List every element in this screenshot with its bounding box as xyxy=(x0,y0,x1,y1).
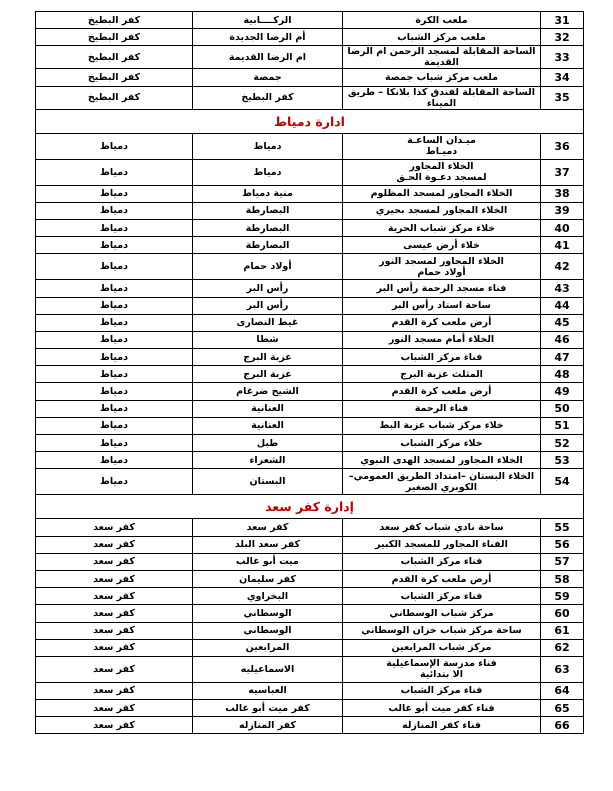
location-cell xyxy=(343,69,541,86)
row-number: 65 xyxy=(541,700,584,717)
village-cell: عزبة البرج xyxy=(193,349,343,366)
location-line: ميـدان الساعـة xyxy=(407,135,476,147)
center-cell: كفر سعد xyxy=(36,717,193,734)
center-cell: دمياط xyxy=(36,435,193,452)
center-cell: دمياط xyxy=(36,202,193,219)
center-cell: دمياط xyxy=(36,297,193,314)
location-cell xyxy=(343,366,541,383)
section-title: ادارة دمياط xyxy=(36,109,584,133)
location-line: مركز شباب الوسطاني xyxy=(389,607,494,619)
location-line: المثلث عزبة البرج xyxy=(400,368,483,380)
location-cell xyxy=(343,331,541,348)
row-number: 41 xyxy=(541,237,584,254)
location-line: لمسجد دعـوة الحـق xyxy=(396,172,487,184)
location-cell xyxy=(343,682,541,699)
schedule-document xyxy=(35,11,583,734)
table-row xyxy=(36,417,584,434)
location-cell xyxy=(343,622,541,639)
table-row xyxy=(36,254,584,280)
row-number: 48 xyxy=(541,366,584,383)
table-row xyxy=(36,46,584,69)
center-cell: كفر البطيخ xyxy=(36,69,193,86)
row-number: 33 xyxy=(541,46,584,69)
row-number: 52 xyxy=(541,435,584,452)
row-number: 46 xyxy=(541,331,584,348)
location-line: خلاء مركز شباب الحرية xyxy=(387,222,496,234)
location-cell xyxy=(343,588,541,605)
village-cell: الوسطاني xyxy=(193,622,343,639)
village-cell: غيط النصارى xyxy=(193,314,343,331)
location-line: فناء مركز الشباب xyxy=(400,556,483,568)
location-cell xyxy=(343,400,541,417)
location-line: الخلاء أمام مسجد النور xyxy=(388,334,495,346)
row-number: 58 xyxy=(541,570,584,587)
location-line: الخلاء المجاور لمسجد بحيري xyxy=(375,205,508,217)
location-cell xyxy=(343,435,541,452)
village-cell: الاسماعيليه xyxy=(193,656,343,682)
row-number: 51 xyxy=(541,417,584,434)
table-row xyxy=(36,383,584,400)
center-cell: كفر سعد xyxy=(36,553,193,570)
location-line: الخلاء البستان –امتداد الطريق العمومي– xyxy=(348,470,535,482)
location-line: ساحة نادي شباب كفر سعد xyxy=(379,521,504,533)
center-cell: دمياط xyxy=(36,254,193,280)
table-row xyxy=(36,69,584,86)
center-cell: دمياط xyxy=(36,469,193,495)
location-line: الخلاء المجاور لمسجد الهدى النبوي xyxy=(360,454,523,466)
row-number: 32 xyxy=(541,29,584,46)
row-number: 59 xyxy=(541,588,584,605)
village-cell: عزبة البرج xyxy=(193,366,343,383)
center-cell: دمياط xyxy=(36,219,193,236)
table-row xyxy=(36,331,584,348)
location-line: أرض ملعب كرة القدم xyxy=(391,573,492,585)
center-cell: كفر البطيخ xyxy=(36,86,193,109)
village-cell: العنانية xyxy=(193,417,343,434)
row-number: 34 xyxy=(541,69,584,86)
location-line: ساحة استاد رأس البر xyxy=(392,300,491,312)
village-cell: كفر سعد xyxy=(193,519,343,536)
location-line: مركز شباب المرابعين xyxy=(391,642,492,654)
village-cell: الركــــابية xyxy=(193,12,343,29)
center-cell: دمياط xyxy=(36,133,193,159)
row-number: 31 xyxy=(541,12,584,29)
center-cell: دمياط xyxy=(36,331,193,348)
row-number: 60 xyxy=(541,605,584,622)
row-number: 47 xyxy=(541,349,584,366)
table-row xyxy=(36,553,584,570)
section-title: إدارة كفر سعد xyxy=(36,495,584,519)
location-line: أرض ملعب كرة القدم xyxy=(391,386,492,398)
section-header-row xyxy=(36,109,584,133)
location-line: الخلاء المجاور لمسجد المظلوم xyxy=(370,188,513,200)
table-row xyxy=(36,588,584,605)
table-row xyxy=(36,366,584,383)
village-cell: البخراوي xyxy=(193,588,343,605)
village-cell: الوسطاني xyxy=(193,605,343,622)
location-line: ملعب مركز شباب جمصة xyxy=(385,71,498,83)
table-row xyxy=(36,536,584,553)
row-number: 54 xyxy=(541,469,584,495)
village-cell: البستان xyxy=(193,469,343,495)
table-row xyxy=(36,314,584,331)
location-line: الساحة المقابلة لمسجد الرحمن ام الرضا القديمة xyxy=(347,46,536,69)
table-row xyxy=(36,682,584,699)
location-line: الخلاء المجاور لمسجد النور xyxy=(379,255,504,267)
village-cell: كفر ميت أبو غالب xyxy=(193,700,343,717)
village-cell: المرابعين xyxy=(193,639,343,656)
location-line: الكوبري الصغير xyxy=(405,481,478,493)
location-cell xyxy=(343,639,541,656)
row-number: 55 xyxy=(541,519,584,536)
village-cell: البصارطة xyxy=(193,219,343,236)
location-line: الخلاء المجاور xyxy=(409,161,474,173)
village-cell: العنانية xyxy=(193,400,343,417)
row-number: 63 xyxy=(541,656,584,682)
row-number: 50 xyxy=(541,400,584,417)
location-cell xyxy=(343,605,541,622)
table-body xyxy=(36,12,584,734)
location-line: الا بتدائية xyxy=(419,669,464,681)
table-row xyxy=(36,717,584,734)
village-cell: دمياط xyxy=(193,159,343,185)
location-cell xyxy=(343,297,541,314)
row-number: 36 xyxy=(541,133,584,159)
center-cell: دمياط xyxy=(36,280,193,297)
center-cell: كفر سعد xyxy=(36,519,193,536)
village-cell: شطا xyxy=(193,331,343,348)
location-cell xyxy=(343,219,541,236)
center-cell: كفر البطيخ xyxy=(36,46,193,69)
row-number: 56 xyxy=(541,536,584,553)
row-number: 43 xyxy=(541,280,584,297)
center-cell: دمياط xyxy=(36,383,193,400)
location-line: الفناء المجاور للمسجد الكبير xyxy=(375,539,508,551)
village-cell: منية دمياط xyxy=(193,185,343,202)
location-line: دميـاط xyxy=(425,146,458,158)
village-cell: ام الرضا القديمة xyxy=(193,46,343,69)
row-number: 38 xyxy=(541,185,584,202)
center-cell: كفر سعد xyxy=(36,570,193,587)
location-cell xyxy=(343,202,541,219)
table-row xyxy=(36,639,584,656)
center-cell: دمياط xyxy=(36,417,193,434)
location-line: ملعب الكرة xyxy=(415,14,468,26)
center-cell: دمياط xyxy=(36,237,193,254)
location-cell xyxy=(343,570,541,587)
center-cell: كفر سعد xyxy=(36,656,193,682)
location-line: أرض ملعب كرة القدم xyxy=(391,317,492,329)
location-line: خلاء مركز شباب عزبة البط xyxy=(379,420,504,432)
village-cell: دمياط xyxy=(193,133,343,159)
center-cell: كفر سعد xyxy=(36,700,193,717)
village-cell: طبل xyxy=(193,435,343,452)
center-cell: دمياط xyxy=(36,366,193,383)
location-cell xyxy=(343,159,541,185)
table-row xyxy=(36,185,584,202)
prayer-locations-table xyxy=(35,11,584,734)
table-row xyxy=(36,570,584,587)
row-number: 61 xyxy=(541,622,584,639)
village-cell: رأس البر xyxy=(193,280,343,297)
row-number: 45 xyxy=(541,314,584,331)
location-cell xyxy=(343,280,541,297)
location-line: خلاء مركز الشباب xyxy=(400,437,483,449)
center-cell: دمياط xyxy=(36,185,193,202)
village-cell: كفر المنازله xyxy=(193,717,343,734)
center-cell: كفر البطيخ xyxy=(36,29,193,46)
location-cell xyxy=(343,349,541,366)
table-row xyxy=(36,202,584,219)
table-row xyxy=(36,519,584,536)
center-cell: دمياط xyxy=(36,314,193,331)
location-cell xyxy=(343,656,541,682)
center-cell: كفر سعد xyxy=(36,605,193,622)
location-line: فناء كفر المنازله xyxy=(402,719,481,731)
table-row xyxy=(36,297,584,314)
table-row xyxy=(36,452,584,469)
row-number: 49 xyxy=(541,383,584,400)
row-number: 42 xyxy=(541,254,584,280)
location-cell xyxy=(343,185,541,202)
location-cell xyxy=(343,553,541,570)
row-number: 62 xyxy=(541,639,584,656)
location-cell xyxy=(343,46,541,69)
center-cell: كفر سعد xyxy=(36,622,193,639)
location-line: فناء مسجد الرحمة رأس البر xyxy=(376,282,507,294)
center-cell: دمياط xyxy=(36,349,193,366)
row-number: 35 xyxy=(541,86,584,109)
row-number: 53 xyxy=(541,452,584,469)
village-cell: أم الرضا الجديدة xyxy=(193,29,343,46)
table-row xyxy=(36,656,584,682)
table-row xyxy=(36,12,584,29)
village-cell: الشعراء xyxy=(193,452,343,469)
location-line: فناء مدرسة الإسماعيلية xyxy=(386,658,497,670)
table-row xyxy=(36,159,584,185)
center-cell: كفر سعد xyxy=(36,588,193,605)
location-line: خلاء أرض عيسى xyxy=(403,239,480,251)
village-cell: كفر سليمان xyxy=(193,570,343,587)
village-cell: كفر سعد البلد xyxy=(193,536,343,553)
location-line: فناء مركز الشباب xyxy=(400,685,483,697)
center-cell: دمياط xyxy=(36,159,193,185)
table-row xyxy=(36,469,584,495)
table-row xyxy=(36,133,584,159)
location-line: فناء الرحمة xyxy=(414,403,469,415)
location-cell xyxy=(343,417,541,434)
village-cell: كفر البطيخ xyxy=(193,86,343,109)
location-cell xyxy=(343,519,541,536)
village-cell: أولاد حمام xyxy=(193,254,343,280)
table-row xyxy=(36,280,584,297)
center-cell: كفر سعد xyxy=(36,682,193,699)
table-row xyxy=(36,400,584,417)
location-cell xyxy=(343,383,541,400)
location-cell xyxy=(343,469,541,495)
location-cell xyxy=(343,700,541,717)
location-line: أولاد حمام xyxy=(417,266,466,278)
location-line: ساحة مركز شباب خزان الوسطاني xyxy=(361,625,522,637)
table-row xyxy=(36,219,584,236)
village-cell: العباسيه xyxy=(193,682,343,699)
center-cell: دمياط xyxy=(36,452,193,469)
table-row xyxy=(36,237,584,254)
center-cell: كفر سعد xyxy=(36,536,193,553)
village-cell: جمصة xyxy=(193,69,343,86)
table-row xyxy=(36,29,584,46)
row-number: 40 xyxy=(541,219,584,236)
location-cell xyxy=(343,254,541,280)
location-cell xyxy=(343,133,541,159)
location-cell xyxy=(343,86,541,109)
row-number: 64 xyxy=(541,682,584,699)
location-line: فناء مركز الشباب xyxy=(400,351,483,363)
section-header-row xyxy=(36,495,584,519)
table-row xyxy=(36,622,584,639)
location-line: ملعب مركز الشباب xyxy=(397,31,486,43)
center-cell: دمياط xyxy=(36,400,193,417)
table-row xyxy=(36,435,584,452)
village-cell: البصارطة xyxy=(193,202,343,219)
village-cell: البصارطة xyxy=(193,237,343,254)
village-cell: رأس البر xyxy=(193,297,343,314)
row-number: 39 xyxy=(541,202,584,219)
location-line: فناء كفر ميت أبو غالب xyxy=(388,702,495,714)
location-line: فناء مركز الشباب xyxy=(400,590,483,602)
row-number: 57 xyxy=(541,553,584,570)
location-cell xyxy=(343,314,541,331)
village-cell: الشيخ ضرغام xyxy=(193,383,343,400)
village-cell: ميت أبو غالب xyxy=(193,553,343,570)
location-cell xyxy=(343,717,541,734)
center-cell: كفر البطيخ xyxy=(36,12,193,29)
location-cell xyxy=(343,237,541,254)
row-number: 66 xyxy=(541,717,584,734)
location-line: الساحة المقابلة لفندق كذا بلانكا – طريق الميناء xyxy=(347,86,536,109)
location-cell xyxy=(343,536,541,553)
location-cell xyxy=(343,452,541,469)
row-number: 37 xyxy=(541,159,584,185)
location-cell xyxy=(343,12,541,29)
table-row xyxy=(36,86,584,109)
table-row xyxy=(36,605,584,622)
row-number: 44 xyxy=(541,297,584,314)
location-cell xyxy=(343,29,541,46)
table-row xyxy=(36,700,584,717)
table-row xyxy=(36,349,584,366)
center-cell: كفر سعد xyxy=(36,639,193,656)
